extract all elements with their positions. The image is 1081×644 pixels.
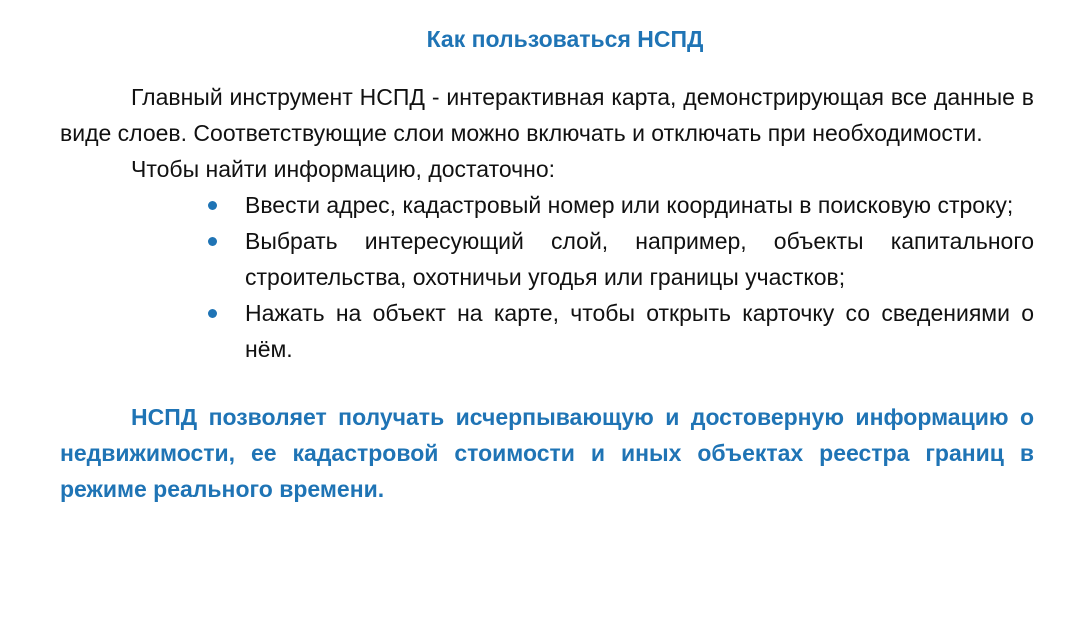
list-item (245, 223, 1034, 295)
list-item (245, 295, 1034, 367)
page-title: Как пользоваться НСПД (426, 26, 704, 52)
bullet-dot-icon (208, 201, 217, 210)
step-text: Выбрать интересующий слой, например, объекты капитального строительства, охотничьи угодья или границы участков; (245, 228, 1034, 290)
intro-paragraph: Главный инструмент НСПД - интерактивная карта, демонстрирующая все данные в виде слоев. Соответствующие слои можно включать и отключать при необходимости. (60, 84, 1034, 146)
bullet-dot-icon (208, 309, 217, 318)
step-text: Ввести адрес, кадастровый номер или координаты в поисковую строку; (245, 192, 1014, 218)
conclusion-paragraph: НСПД позволяет получать исчерпывающую и достоверную информацию о недвижимости, ее кадастровой стоимости и иных объектах реестра границ в режиме реального времени. (60, 404, 1034, 502)
step-text: Нажать на объект на карте, чтобы открыть карточку со сведениями о нём. (245, 300, 1034, 362)
bullet-dot-icon (208, 237, 217, 246)
list-item (245, 187, 1034, 223)
steps-lead: Чтобы найти информацию, достаточно: (131, 156, 556, 182)
steps-list (60, 187, 1034, 367)
